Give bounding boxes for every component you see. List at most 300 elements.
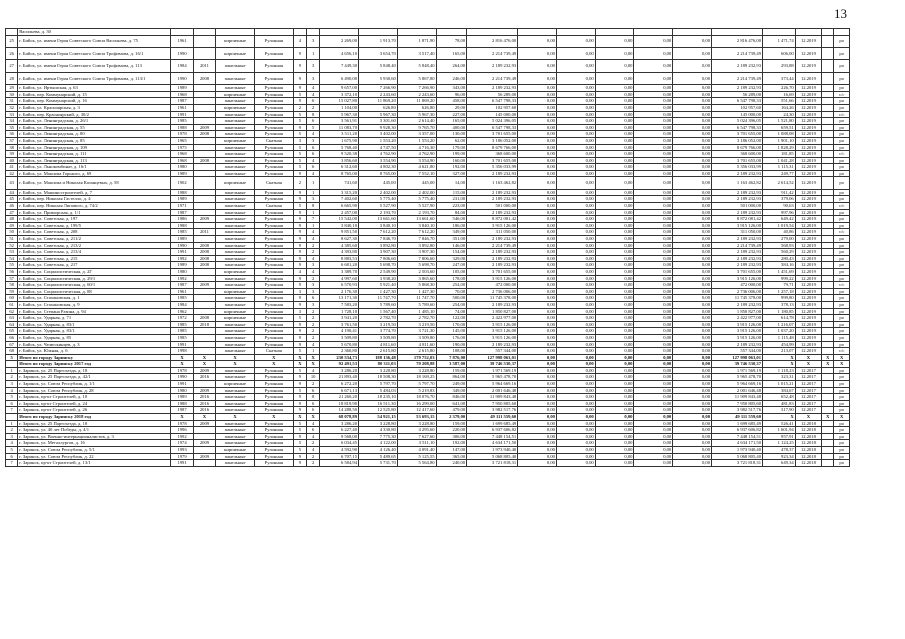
- table-cell: 1991: [171, 111, 193, 118]
- table-cell: [822, 295, 834, 302]
- table-cell: с/с: [834, 151, 850, 158]
- table-cell: [193, 85, 215, 92]
- table-cell: 35: [6, 124, 18, 131]
- table-cell: 0,00: [556, 85, 595, 92]
- table-cell: 5 356 033,99: [712, 164, 763, 171]
- table-cell: 6 272,20: [320, 381, 359, 388]
- table-cell: Рулонная: [254, 164, 293, 171]
- table-cell: 9: [293, 255, 306, 262]
- table-cell: 6 937 606,82: [712, 427, 763, 434]
- table-cell: 0,00: [673, 354, 712, 361]
- table-cell: X: [171, 354, 193, 361]
- table-cell: 1 971 569,19: [712, 367, 763, 374]
- table-cell: ро: [834, 216, 850, 223]
- table-cell: 3 856,60: [320, 157, 359, 164]
- table-cell: 0,00: [518, 394, 557, 401]
- table-cell: 5 698,70: [397, 262, 436, 269]
- table-cell: 0,00: [595, 453, 634, 460]
- table-cell: 0,00: [595, 348, 634, 355]
- table-cell: 92 491,53: [320, 361, 359, 368]
- table-cell: 179,00: [436, 144, 467, 151]
- table-cell: 0,00: [556, 242, 595, 249]
- table-cell: 192,00: [436, 440, 467, 447]
- table-cell: 53: [6, 249, 18, 256]
- table-cell: 6 665,90: [320, 203, 359, 210]
- address-cell: Итого по городу Заринску 2017 год: [18, 361, 171, 368]
- table-cell: 49: [6, 222, 18, 229]
- table-cell: кирпичные: [216, 268, 255, 275]
- table-cell: 0,00: [595, 249, 634, 256]
- table-cell: панельные: [216, 60, 255, 72]
- table-cell: 3 915 126,00: [467, 334, 518, 341]
- table-cell: 0,00: [518, 367, 557, 374]
- table-cell: Скатная: [254, 348, 293, 355]
- table-cell: 7 846,70: [397, 236, 436, 243]
- table-cell: 365,00: [436, 453, 467, 460]
- table-cell: [822, 98, 834, 105]
- table-cell: Рулонная: [254, 85, 293, 92]
- table-cell: 0,00: [634, 236, 673, 243]
- table-cell: 12.2019: [795, 229, 822, 236]
- table-cell: 1 699 685,49: [467, 420, 518, 427]
- table-cell: 7 583,20: [320, 301, 359, 308]
- table-cell: [193, 236, 215, 243]
- table-cell: 165,00: [436, 118, 467, 125]
- address-cell: г. Заринск, пр-кт Строителей, д. 24: [18, 400, 171, 407]
- table-cell: X: [306, 361, 319, 368]
- table-cell: [193, 348, 215, 355]
- table-row: [6, 315, 850, 322]
- table-cell: 0,00: [556, 262, 595, 269]
- table-cell: панельные: [216, 282, 255, 289]
- table-cell: панельные: [216, 394, 255, 401]
- table-cell: 0,00: [518, 354, 557, 361]
- table-cell: 0,00: [595, 131, 634, 138]
- table-row: [6, 282, 850, 289]
- table-cell: 373,44: [763, 72, 796, 84]
- table-cell: 3 907,30: [359, 249, 398, 256]
- table-cell: 63: [6, 315, 18, 322]
- table-cell: 31: [6, 98, 18, 105]
- address-cell: г. Заринск, ул. 25 Партсъезда, д. 18: [18, 420, 171, 427]
- table-cell: 0,00: [595, 72, 634, 84]
- table-cell: 5: [293, 447, 306, 454]
- table-cell: 0,00: [556, 268, 595, 275]
- table-cell: 12.2019: [795, 315, 822, 322]
- table-cell: 0,00: [556, 354, 595, 361]
- table-cell: Рулонная: [254, 72, 293, 84]
- table-cell: X: [216, 354, 255, 361]
- table-cell: 79 208,88: [397, 361, 436, 368]
- table-cell: X: [795, 354, 822, 361]
- table-cell: 1984: [171, 301, 193, 308]
- table-cell: X: [795, 361, 822, 368]
- table-cell: 9: [293, 249, 306, 256]
- table-cell: 0,00: [634, 407, 673, 414]
- table-cell: 146,00: [436, 242, 467, 249]
- table-cell: панельные: [216, 196, 255, 203]
- table-cell: 0,00: [673, 282, 712, 289]
- table-cell: 0,00: [673, 47, 712, 59]
- table-cell: 12.2017: [795, 400, 822, 407]
- address-cell: г. Бийск, пер. Красноярский, д. 30/2: [18, 111, 171, 118]
- table-cell: 0,00: [634, 334, 673, 341]
- table-cell: [193, 295, 215, 302]
- table-cell: 0,00: [556, 433, 595, 440]
- table-cell: 1968: [171, 91, 193, 98]
- table-cell: 5: [6, 354, 18, 361]
- table-cell: 0,00: [634, 124, 673, 131]
- table-row: [6, 420, 850, 427]
- address-cell: г. Бийск, ул. Советская, д. 213/4: [18, 249, 171, 256]
- table-cell: панельные: [216, 189, 255, 196]
- table-cell: [822, 407, 834, 414]
- table-cell: X: [216, 361, 255, 368]
- table-cell: 1 828,29: [763, 144, 796, 151]
- table-cell: 1 521,80: [763, 118, 796, 125]
- table-cell: 626,80: [359, 104, 398, 111]
- table-cell: 12.2019: [795, 72, 822, 84]
- page-number: 13: [834, 6, 847, 21]
- table-cell: 57: [6, 275, 18, 282]
- table-cell: 3 389,70: [320, 268, 359, 275]
- table-cell: 12.2019: [795, 288, 822, 295]
- address-cell: г. Заринск, ул. 40 лет Победы, д. 4/1: [18, 427, 171, 434]
- table-cell: 1: [306, 209, 319, 216]
- table-row: [6, 242, 850, 249]
- table-cell: 12.2019: [795, 301, 822, 308]
- table-cell: 5: [6, 394, 18, 401]
- table-cell: 741,60: [320, 177, 359, 189]
- table-cell: 0,00: [556, 131, 595, 138]
- table-cell: 0,00: [556, 170, 595, 177]
- address-cell: Васильева, д. 30: [18, 29, 171, 36]
- table-cell: 2008: [193, 262, 215, 269]
- table-cell: 3 554,90: [397, 157, 436, 164]
- table-cell: [6, 29, 18, 36]
- table-cell: 12.2017: [795, 381, 822, 388]
- table-cell: 1 104,00: [320, 104, 359, 111]
- table-cell: 3 915 126,00: [467, 321, 518, 328]
- table-cell: 2 782,70: [397, 315, 436, 322]
- table-cell: [822, 164, 834, 171]
- table-cell: 1 971 569,19: [467, 367, 518, 374]
- table-cell: 96,00: [436, 91, 467, 98]
- table-cell: 2 189 232,93: [467, 301, 518, 308]
- table-cell: 2 189 232,93: [467, 170, 518, 177]
- table-cell: Рулонная: [254, 170, 293, 177]
- table-cell: панельные: [216, 98, 255, 105]
- table-cell: 0,00: [518, 341, 557, 348]
- table-cell: 1980: [171, 268, 193, 275]
- table-cell: 0,00: [673, 295, 712, 302]
- table-cell: 9 520,38: [320, 151, 359, 158]
- table-cell: 4 747,50: [359, 144, 398, 151]
- table-cell: 0,00: [518, 348, 557, 355]
- table-cell: 2 189 232,93: [712, 60, 763, 72]
- table-cell: 1979: [171, 453, 193, 460]
- table-cell: 12.2019: [795, 164, 822, 171]
- table-cell: 9: [293, 374, 306, 381]
- table-cell: 0,00: [634, 164, 673, 171]
- table-cell: 0,00: [673, 242, 712, 249]
- table-cell: 147,00: [436, 447, 467, 454]
- table-cell: 2: [306, 104, 319, 111]
- table-cell: 12.2019: [795, 196, 822, 203]
- table-cell: 3 701 655,00: [467, 268, 518, 275]
- table-cell: 2 189 232,93: [467, 209, 518, 216]
- table-cell: [822, 255, 834, 262]
- table-cell: 0,00: [673, 433, 712, 440]
- table-cell: ро: [834, 440, 850, 447]
- table-cell: 378,13: [763, 301, 796, 308]
- table-cell: 12.2019: [795, 104, 822, 111]
- table-cell: 0,00: [556, 104, 595, 111]
- table-cell: Рулонная: [254, 118, 293, 125]
- table-cell: 62: [6, 308, 18, 315]
- table-cell: ро: [834, 104, 850, 111]
- table-cell: 4 385,60: [320, 242, 359, 249]
- table-cell: 2: [306, 242, 319, 249]
- table-cell: 0,00: [518, 177, 557, 189]
- table-cell: 0,00: [595, 111, 634, 118]
- table-cell: ро: [834, 301, 850, 308]
- table-cell: 2 379,00: [436, 414, 467, 421]
- table-cell: Рулонная: [254, 157, 293, 164]
- address-cell: г. Заринск, ул. Союза Республик, д. 28: [18, 387, 171, 394]
- address-cell: г. Бийск, ул. Ударная, д. 71: [18, 315, 171, 322]
- table-cell: 6: [306, 144, 319, 151]
- table-cell: 15 027,80: [320, 98, 359, 105]
- table-cell: Рулонная: [254, 275, 293, 282]
- table-row: [6, 433, 850, 440]
- table-row: [6, 72, 850, 84]
- table-cell: 3 915 126,00: [467, 222, 518, 229]
- table-cell: 12.2019: [795, 268, 822, 275]
- table-cell: 7 612,20: [359, 229, 398, 236]
- table-cell: X: [254, 414, 293, 421]
- table-cell: 3 982 517,76: [467, 407, 518, 414]
- table-cell: [822, 222, 834, 229]
- table-row: [6, 137, 850, 144]
- table-cell: ро: [834, 209, 850, 216]
- table-cell: [822, 47, 834, 59]
- table-cell: 7 612,20: [397, 229, 436, 236]
- table-cell: 2011: [193, 60, 215, 72]
- table-cell: 0,00: [634, 308, 673, 315]
- table-cell: 3: [306, 301, 319, 308]
- table-cell: [822, 209, 834, 216]
- table-cell: ро: [834, 222, 850, 229]
- table-cell: 1962: [171, 308, 193, 315]
- table-row: [6, 348, 850, 355]
- table-cell: 472 000,00: [467, 282, 518, 289]
- table-cell: 5 867,80: [397, 72, 436, 84]
- table-cell: X: [193, 354, 215, 361]
- table-cell: 5 527,90: [397, 203, 436, 210]
- table-cell: [556, 29, 595, 36]
- table-cell: ро: [834, 131, 850, 138]
- table-cell: 0,00: [518, 427, 557, 434]
- table-cell: 12.2018: [795, 440, 822, 447]
- table-cell: 18 169,25: [397, 374, 436, 381]
- table-cell: 4: [306, 229, 319, 236]
- table-cell: 9: [293, 189, 306, 196]
- table-cell: кирпичные: [216, 137, 255, 144]
- table-cell: 0,00: [595, 394, 634, 401]
- table-cell: панельные: [216, 170, 255, 177]
- table-cell: 0,00: [518, 189, 557, 196]
- table-cell: 12.2019: [795, 157, 822, 164]
- table-cell: кирпичные: [216, 91, 255, 98]
- table-cell: 44: [6, 189, 18, 196]
- table-cell: 6 312,60: [320, 164, 359, 171]
- table-cell: 349,00: [436, 229, 467, 236]
- table-cell: 379,06: [763, 196, 796, 203]
- table-cell: 0,00: [673, 387, 712, 394]
- table-cell: 1 163 462,82: [712, 177, 763, 189]
- table-cell: 0,00: [556, 249, 595, 256]
- table-cell: 9 568,00: [320, 433, 359, 440]
- table-cell: 0,00: [556, 35, 595, 47]
- table-cell: [822, 124, 834, 131]
- table-cell: панельные: [216, 387, 255, 394]
- table-cell: 9: [293, 407, 306, 414]
- table-cell: Рулонная: [254, 315, 293, 322]
- table-cell: 46: [6, 203, 18, 210]
- address-cell: г. Заринск, пр-кт Строителей, д. 10: [18, 394, 171, 401]
- table-cell: 2 214 739,49: [712, 242, 763, 249]
- address-cell: г. Бийск, ул. Челюскинцев, д. 3: [18, 341, 171, 348]
- table-cell: 3 511,10: [397, 440, 436, 447]
- table-row: [6, 334, 850, 341]
- table-cell: 999,22: [763, 275, 796, 282]
- table-cell: панельные: [216, 249, 255, 256]
- table-cell: 2 360,80: [320, 348, 359, 355]
- table-cell: 4 126,40: [359, 447, 398, 454]
- table-cell: 9: [293, 394, 306, 401]
- table-cell: панельные: [216, 203, 255, 210]
- table-cell: 1 913,70: [359, 35, 398, 47]
- table-cell: 2: [306, 275, 319, 282]
- table-cell: 2009: [193, 420, 215, 427]
- table-cell: 0,00: [556, 124, 595, 131]
- table-cell: Рулонная: [254, 328, 293, 335]
- table-cell: 0,00: [556, 47, 595, 59]
- table-cell: 3: [293, 137, 306, 144]
- table-cell: панельные: [216, 157, 255, 164]
- table-cell: [822, 72, 834, 84]
- table-cell: 0,00: [595, 203, 634, 210]
- table-cell: 9: [293, 242, 306, 249]
- table-cell: 0,00: [518, 91, 557, 98]
- table-cell: 37: [6, 137, 18, 144]
- table-cell: 9: [293, 229, 306, 236]
- table-cell: 0,00: [556, 367, 595, 374]
- table-cell: 0,00: [556, 328, 595, 335]
- table-cell: 54: [6, 255, 18, 262]
- register-body: [6, 29, 850, 467]
- table-cell: [193, 144, 215, 151]
- table-cell: 1 163 462,82: [467, 177, 518, 189]
- table-cell: [193, 222, 215, 229]
- table-cell: 0,00: [518, 170, 557, 177]
- table-row: [6, 268, 850, 275]
- table-cell: 64: [6, 321, 18, 328]
- table-cell: 0,00: [595, 334, 634, 341]
- table-cell: ро: [834, 420, 850, 427]
- table-cell: 0,00: [634, 341, 673, 348]
- table-cell: 6 547 798,33: [712, 98, 763, 105]
- table-cell: 1961: [171, 35, 193, 47]
- table-cell: 5 068 805,40: [467, 453, 518, 460]
- table-cell: 0,00: [595, 381, 634, 388]
- table-cell: 68 078,89: [320, 414, 359, 421]
- table-cell: с/с: [834, 282, 850, 289]
- table-cell: ро: [834, 189, 850, 196]
- table-cell: [193, 460, 215, 467]
- table-cell: 52: [6, 242, 18, 249]
- table-row: [6, 275, 850, 282]
- table-cell: 12.2017: [795, 394, 822, 401]
- address-cell: г. Заринск, ул. Союза Республик, д. 1/1: [18, 381, 171, 388]
- table-cell: 3 509,80: [397, 334, 436, 341]
- table-cell: 65: [6, 328, 18, 335]
- table-cell: [822, 334, 834, 341]
- table-cell: 0,00: [673, 151, 712, 158]
- table-cell: X: [834, 361, 850, 368]
- table-cell: 9: [293, 381, 306, 388]
- table-cell: 3 315,20: [320, 189, 359, 196]
- table-cell: 43: [6, 177, 18, 189]
- table-cell: X: [763, 361, 796, 368]
- table-cell: 0,00: [518, 104, 557, 111]
- table-cell: 1989: [171, 236, 193, 243]
- table-cell: [822, 196, 834, 203]
- table-cell: 0,00: [518, 131, 557, 138]
- table-cell: 0,00: [556, 151, 595, 158]
- table-cell: 2 193,70: [359, 209, 398, 216]
- table-cell: панельные: [216, 124, 255, 131]
- table-cell: 0,00: [595, 433, 634, 440]
- table-cell: 6 584,94: [320, 460, 359, 467]
- table-cell: 9: [293, 196, 306, 203]
- table-cell: 1 485,10: [397, 308, 436, 315]
- table-cell: 1 675,90: [320, 137, 359, 144]
- table-cell: 5 775,40: [397, 196, 436, 203]
- table-cell: ро: [834, 249, 850, 256]
- table-cell: 24,30: [763, 111, 796, 118]
- address-cell: г. Бийск, ул. имени Героя Советского Союза Васильева, д. 75: [18, 35, 171, 47]
- table-cell: 4: [306, 157, 319, 164]
- table-cell: 5 967,30: [397, 111, 436, 118]
- table-cell: 0,00: [634, 98, 673, 105]
- table-cell: 18 235,10: [359, 394, 398, 401]
- table-cell: панельные: [216, 229, 255, 236]
- table-cell: 0,00: [556, 387, 595, 394]
- table-cell: панельные: [216, 367, 255, 374]
- table-cell: 0,00: [595, 124, 634, 131]
- table-cell: 2 189 232,93: [467, 341, 518, 348]
- table-cell: панельные: [216, 242, 255, 249]
- table-cell: 3 915 126,00: [712, 222, 763, 229]
- table-cell: 445,00: [359, 177, 398, 189]
- table-cell: 8: [306, 111, 319, 118]
- table-cell: 0,00: [634, 203, 673, 210]
- address-cell: г. Бийск, ул. Советская, д. 208: [18, 229, 171, 236]
- table-cell: 0,00: [634, 414, 673, 421]
- table-cell: 7 448 154,51: [712, 433, 763, 440]
